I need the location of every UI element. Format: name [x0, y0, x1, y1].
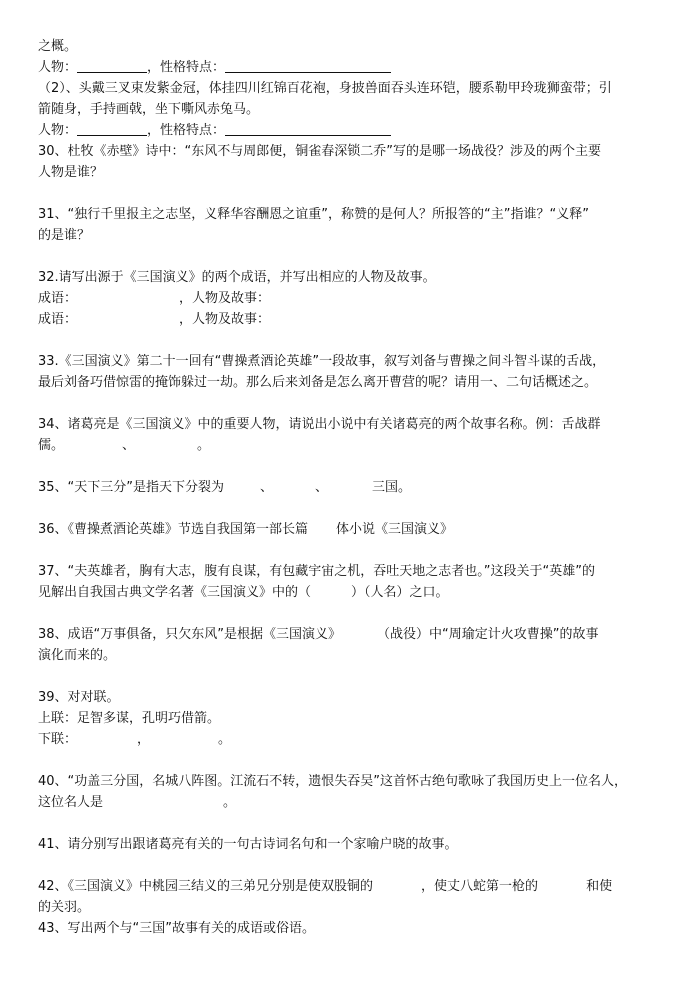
question-41: 41、请分别写出跟诸葛亮有关的一句古诗词名句和一个家喻户晓的故事。 — [38, 837, 458, 852]
question-43: 43、写出两个与“三国”故事有关的成语或俗语。 — [38, 921, 316, 936]
question-39: 下联： ， 。 — [38, 732, 232, 747]
question-31: 的是谁？ — [38, 228, 91, 243]
question-36: 36、《曹操煮酒论英雄》节选自我国第一部长篇 体小说《三国演义》 — [38, 522, 454, 537]
answer-blank[interactable] — [225, 58, 391, 73]
question-37: 37、“夫英雄者，胸有大志，腹有良谋，有包藏宇宙之机，吞吐天地之志者也。”这段关于“英雄”的 — [38, 564, 595, 579]
question-40: 这位名人是 。 — [38, 795, 237, 810]
question-30: 30、杜牧《赤壁》诗中：“东风不与周郎便，铜雀春深锁二乔”写的是哪一场战役？涉及的两个主要 — [38, 144, 602, 159]
question-30: 人物是谁？ — [38, 165, 104, 180]
question-38: 演化而来的。 — [38, 648, 117, 663]
question-38: 38、成语“万事俱备，只欠东风”是根据《三国演义》 （战役）中“周瑜定计火攻曹操”的故事 — [38, 627, 599, 642]
question-34: 34、诸葛亮是《三国演义》中的重要人物，请说出小说中有关诸葛亮的两个故事名称。例：舌战群 — [38, 417, 601, 432]
text-line: 箭随身，手持画戟，坐下嘶风赤兔马。 — [38, 102, 260, 117]
question-32-answer: 成语： ，人物及故事： — [38, 312, 271, 327]
question-35: 35、“天下三分”是指天下分裂为 、 、 三国。 — [38, 480, 412, 495]
question-39: 39、对对联。 — [38, 690, 120, 705]
answer-blank[interactable] — [77, 121, 147, 136]
answer-blank[interactable] — [225, 121, 391, 136]
question-34: 儒。 、 。 — [38, 438, 211, 453]
question-40: 40、“功盖三分国，名城八阵图。江流石不转，遗恨失吞吴”这首怀古绝句歌咏了我国历史上一位名人， — [38, 774, 628, 789]
text-line: （2）、头戴三叉束发紫金冠，体挂四川红锦百花袍，身披兽面吞头连环铠，腰系勒甲玲珑狮蛮带；引 — [38, 81, 612, 96]
question-42: 42、《三国演义》中桃园三结义的三弟兄分别是使双股铜的 ，使丈八蛇第一枪的 和使 — [38, 879, 613, 894]
question-42: 的关羽。 — [38, 900, 91, 915]
question-33: 33.《三国演义》第二十一回有“曹操煮酒论英雄”一段故事，叙写刘备与曹操之间斗智斗谋的舌战， — [38, 354, 606, 369]
question-37: 见解出自我国古典文学名著《三国演义》中的（ ）（人名）之口。 — [38, 585, 449, 600]
text-line: 之概。 — [38, 39, 78, 54]
question-32-answer: 成语： ，人物及故事： — [38, 291, 271, 306]
question-31: 31、“独行千里报主之志坚，义释华容酬恩之谊重”，称赞的是何人？所报答的“主”指谁？“义释” — [38, 207, 589, 222]
question-33: 最后刘备巧借惊雷的掩饰躲过一劫。那么后来刘备是怎么离开曹营的呢？请用一、二句话概述之。 — [38, 375, 598, 390]
question-39: 上联：足智多谋，孔明巧借箭。 — [38, 711, 221, 726]
question-32: 32.请写出源于《三国演义》的两个成语，并写出相应的人物及故事。 — [38, 270, 436, 285]
character-answer-line: 人物： ，性格特点： — [38, 57, 658, 78]
character-answer-line: 人物： ，性格特点： — [38, 120, 658, 141]
answer-blank[interactable] — [77, 58, 147, 73]
